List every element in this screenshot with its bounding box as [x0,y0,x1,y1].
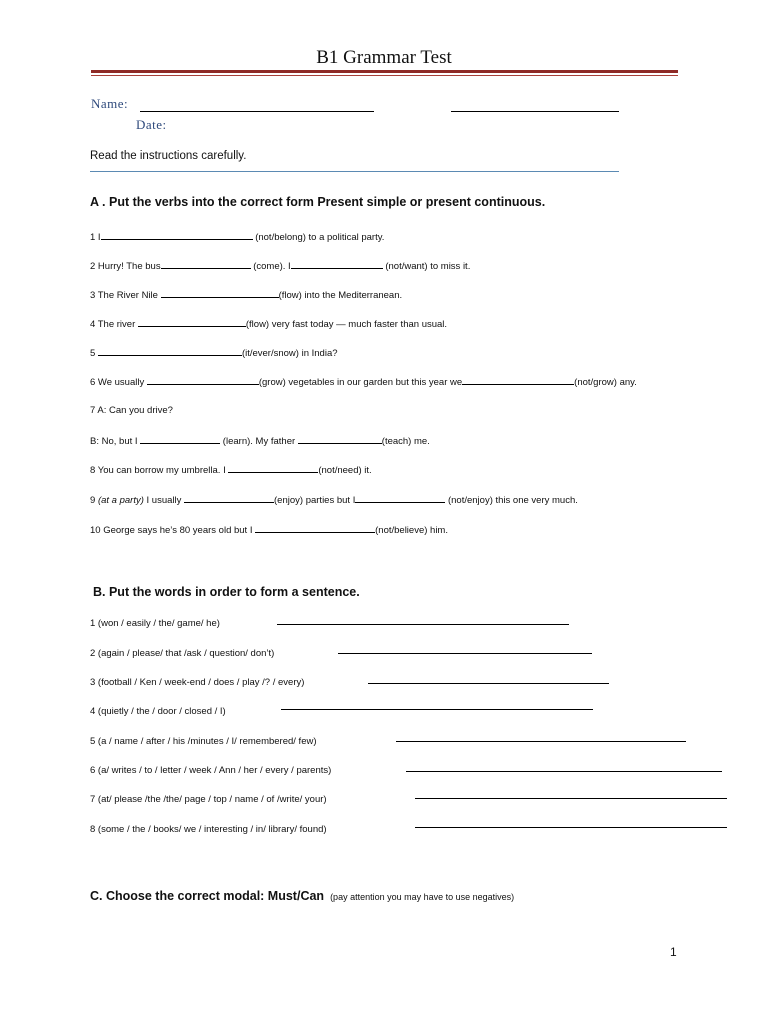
section-a-heading: A . Put the verbs into the correct form Present simple or present continuous. [90,195,546,209]
section-c-heading [90,889,514,903]
extra-field[interactable] [451,111,619,112]
q-text: 6 We usually [90,377,147,388]
q-text: 2 Hurry! The bus [90,261,161,272]
q-text: 10 George says he’s 80 years old but I [90,525,256,536]
page-title: B1 Grammar Test [316,47,452,68]
question-a3 [90,288,402,301]
answer-blank[interactable] [184,493,274,503]
answer-blank[interactable] [228,463,318,473]
question-b3: 3 (football / Ken / week-end / does / play /? / every) [90,677,305,688]
answer-blank[interactable] [462,375,574,385]
answer-line-b3[interactable] [368,683,609,684]
name-field[interactable] [140,111,374,112]
q-text: (not/believe) him. [375,525,448,536]
q-text: 4 The river [90,319,138,330]
q-text: (flow) into the Mediterranean. [278,290,403,301]
section-c-title: C. Choose the correct modal: Must/Can [90,889,325,903]
name-label: Name: [91,96,129,111]
q-text: 1 I [90,232,101,243]
answer-blank[interactable] [355,493,445,503]
q-text: (not/want) to miss it. [382,261,471,272]
title-rule-thin [91,75,678,76]
question-b4: 4 (quietly / the / door / closed / I) [90,706,226,717]
date-label: Date: [136,117,167,132]
q-text: (come). I [250,261,291,272]
answer-blank[interactable] [101,230,253,240]
q-text: (it/ever/snow) in India? [241,348,338,359]
q-text: (learn). My father [220,436,298,447]
section-b-heading: B. Put the words in order to form a sentence. [93,585,360,599]
question-b7: 7 (at/ please /the /the/ page / top / name / of /write/ your) [90,794,327,805]
answer-blank[interactable] [161,288,279,298]
question-b8: 8 (some / the / books/ we / interesting / in/ library/ found) [90,824,327,835]
answer-line-b7[interactable] [415,798,727,799]
q-text: B: No, but I [90,436,141,447]
answer-blank[interactable] [298,434,382,444]
q-text: 5 [90,348,98,359]
answer-blank[interactable] [291,259,383,269]
answer-line-b5[interactable] [396,741,686,742]
answer-line-b4[interactable] [281,709,593,710]
answer-blank[interactable] [147,375,259,385]
question-a5 [90,346,338,359]
q-text: I usually [143,495,185,506]
answer-line-b1[interactable] [277,624,569,625]
q-text: (not/enjoy) this one very much. [445,495,578,506]
q-text: 8 You can borrow my umbrella. I [90,465,229,476]
question-a8 [90,463,372,476]
answer-line-b6[interactable] [406,771,722,772]
question-a7 [90,405,173,416]
question-b5: 5 (a / name / after / his /minutes / I/ remembered/ few) [90,736,317,747]
q-text: (flow) very fast today — much faster than usual. [245,319,448,330]
question-a9 [90,493,578,506]
question-b2: 2 (again / please/ that /ask / question/ don’t) [90,648,275,659]
section-c-note: (pay attention you may have to use negatives) [330,892,515,902]
q-text: 3 The River Nile [90,290,161,301]
question-a4 [90,317,447,330]
q-text: 9 [90,495,98,506]
answer-blank[interactable] [98,346,242,356]
answer-line-b8[interactable] [415,827,727,828]
question-a10 [90,523,448,536]
q-text: (teach) me. [381,436,430,447]
question-b1: 1 (won / easily / the/ game/ he) [90,618,220,629]
q-text: (grow) vegetables in our garden but this year we [258,377,463,388]
q-text-italic: (at a party) [97,495,144,506]
question-a6 [90,375,637,388]
answer-blank[interactable] [138,317,246,327]
answer-line-b2[interactable] [338,653,592,654]
q-text: (not/grow) any. [574,377,637,388]
q-text: (not/belong) to a political party. [252,232,385,243]
answer-blank[interactable] [140,434,220,444]
instructions-rule [90,171,619,172]
question-a1 [90,230,384,243]
question-a7b [90,434,430,447]
q-text: (not/need) it. [318,465,372,476]
instructions: Read the instructions carefully. [90,150,247,162]
answer-blank[interactable] [255,523,375,533]
q-text: 7 A: Can you drive? [90,405,173,416]
answer-blank[interactable] [161,259,251,269]
question-b6: 6 (a/ writes / to / letter / week / Ann / her / every / parents) [90,765,332,776]
question-a2 [90,259,470,272]
title-rule-thick [91,70,678,73]
page-number: 1 [670,945,677,959]
q-text: (enjoy) parties but I [274,495,356,506]
